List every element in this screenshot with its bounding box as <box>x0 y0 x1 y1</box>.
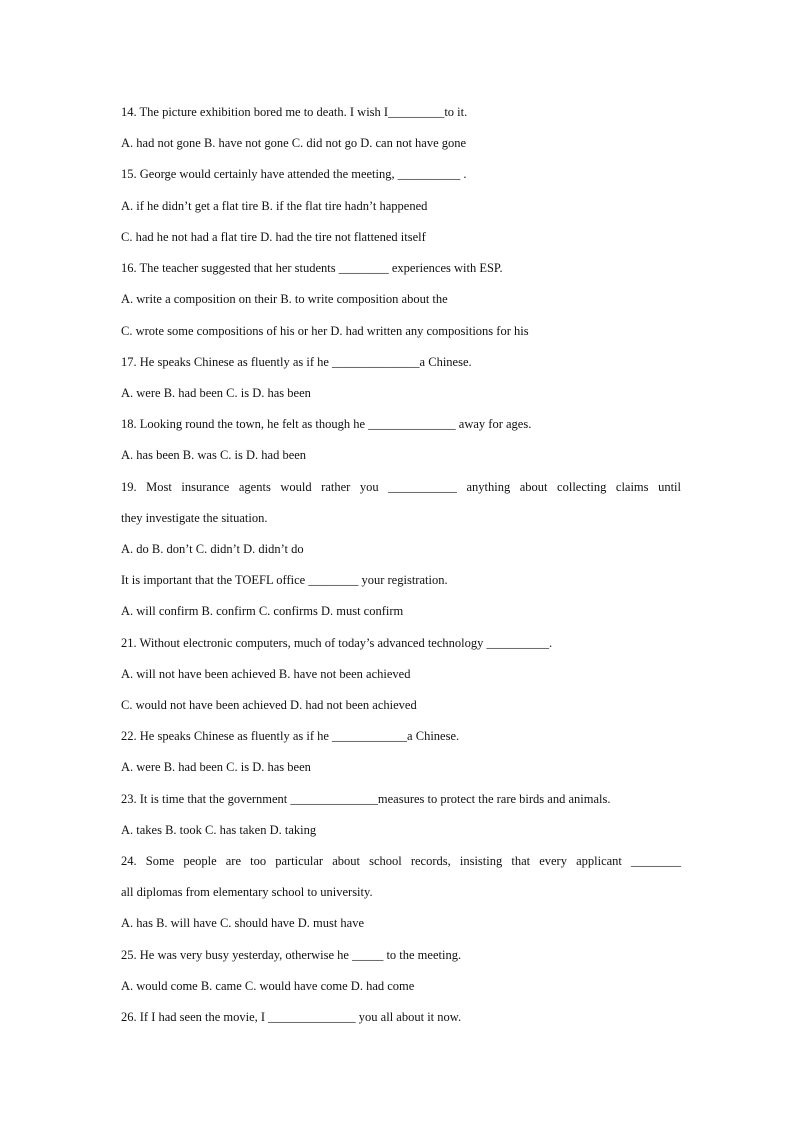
question-23: 23. It is time that the government ______________measures to protect the rare birds and animals. <box>121 792 611 806</box>
options-24: A. has B. will have C. should have D. must have <box>121 916 365 930</box>
question-17: 17. He speaks Chinese as fluently as if he ______________a Chinese. <box>121 355 472 369</box>
question-18: 18. Looking round the town, he felt as though he ______________ away for ages. <box>121 417 532 431</box>
options-16-c-d: C. wrote some compositions of his or her D. had written any compositions for his <box>121 324 529 338</box>
options-22: A. were B. had been C. is D. has been <box>121 760 311 774</box>
options-19: A. do B. don’t C. didn’t D. didn’t do <box>121 542 304 556</box>
question-15: 15. George would certainly have attended the meeting, __________ . <box>121 167 467 181</box>
question-16: 16. The teacher suggested that her students ________ experiences with ESP. <box>121 261 503 275</box>
question-26: 26. If I had seen the movie, I ______________ you all about it now. <box>121 1010 462 1024</box>
options-18: A. has been B. was C. is D. had been <box>121 448 307 462</box>
question-24: 24. Some people are too particular about school records, insisting that every applicant ________ <box>121 854 681 868</box>
question-21: 21. Without electronic computers, much of today’s advanced technology __________. <box>121 636 553 650</box>
options-15-c-d: C. had he not had a flat tire D. had the tire not flattened itself <box>121 230 426 244</box>
question-14: 14. The picture exhibition bored me to death. I wish I_________to it. <box>121 105 468 119</box>
options-16-a-b: A. write a composition on their B. to write composition about the <box>121 292 448 306</box>
question-20: It is important that the TOEFL office ________ your registration. <box>121 573 448 587</box>
options-17: A. were B. had been C. is D. has been <box>121 386 311 400</box>
options-15-a-b: A. if he didn’t get a flat tire B. if the flat tire hadn’t happened <box>121 199 428 213</box>
question-24-continued: all diplomas from elementary school to university. <box>121 885 373 899</box>
question-19-continued: they investigate the situation. <box>121 511 268 525</box>
options-20: A. will confirm B. confirm C. confirms D. must confirm <box>121 604 404 618</box>
question-25: 25. He was very busy yesterday, otherwise he _____ to the meeting. <box>121 948 462 962</box>
options-14: A. had not gone B. have not gone C. did not go D. can not have gone <box>121 136 467 150</box>
question-19: 19. Most insurance agents would rather you ___________ anything about collecting claims until <box>121 480 681 494</box>
question-22: 22. He speaks Chinese as fluently as if he ____________a Chinese. <box>121 729 460 743</box>
options-23: A. takes B. took C. has taken D. taking <box>121 823 317 837</box>
options-21-a-b: A. will not have been achieved B. have not been achieved <box>121 667 411 681</box>
options-21-c-d: C. would not have been achieved D. had not been achieved <box>121 698 417 712</box>
options-25: A. would come B. came C. would have come D. had come <box>121 979 415 993</box>
